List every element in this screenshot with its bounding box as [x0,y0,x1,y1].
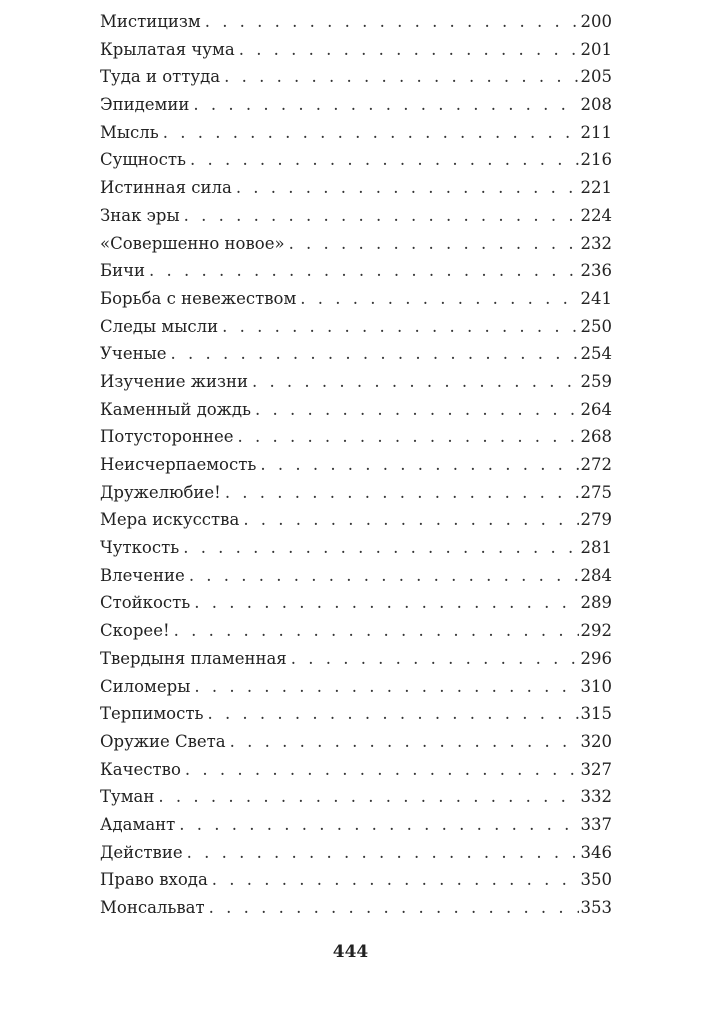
dot-leader [193,91,578,119]
dot-leader [239,36,579,64]
toc-entry[interactable] [100,202,612,230]
dot-leader [289,230,579,258]
toc-entry[interactable] [100,617,612,645]
toc-entry-title: Дружелюбие! [100,482,221,502]
toc-entry-page: 241 [580,288,612,308]
toc-entry[interactable] [100,285,612,313]
toc-entry[interactable] [100,506,612,534]
toc-entry[interactable] [100,562,612,590]
toc-entry-title: Эпидемии [100,95,190,115]
dot-leader [252,368,579,396]
toc-entry-page: 216 [580,150,612,170]
toc-entry-title: Право входа [100,870,208,890]
toc-entry-page: 292 [580,621,612,641]
toc-entry-title: Твердыня пламенная [100,648,287,668]
toc-entry-title: Мысль [100,122,159,142]
dot-leader [209,894,579,922]
toc-entry-title: Знак эры [100,205,180,225]
toc-entry-title: Сущность [100,150,186,170]
dot-leader [174,617,579,645]
toc-entry[interactable] [100,230,612,258]
toc-entry-title: Мера искусства [100,510,240,530]
toc-entry-page: 281 [580,538,612,558]
dot-leader [205,8,579,36]
toc-entry-title: Борьба с невежеством [100,288,297,308]
toc-entry[interactable] [100,811,612,839]
toc-entry[interactable] [100,589,612,617]
toc-entry-title: Чуткость [100,538,180,558]
toc-entry-page: 200 [580,12,612,31]
toc-entry[interactable] [100,673,612,701]
dot-leader [189,562,579,590]
dot-leader [230,728,579,756]
toc-entry-title: Терпимость [100,704,204,724]
dot-leader [224,63,578,91]
toc-entry[interactable] [100,423,612,451]
toc-entry[interactable] [100,91,612,119]
toc-entry-title: «Совершенно новое» [100,233,285,253]
toc-entry-title: Скорее! [100,621,170,641]
dot-leader [236,174,579,202]
dot-leader [212,866,579,894]
toc-entry-page: 268 [580,427,612,447]
toc-entry-page: 211 [580,122,612,142]
toc-entry-page: 327 [580,759,612,779]
toc-entry[interactable] [100,534,612,562]
toc-entry-page: 310 [580,676,612,696]
toc-entry[interactable] [100,368,612,396]
dot-leader [291,645,579,673]
toc-entry-page: 208 [580,95,612,115]
dot-leader [207,700,578,728]
dot-leader [222,313,578,341]
dot-leader [183,534,578,562]
toc-entry-page: 224 [580,205,612,225]
toc-entry-title: Действие [100,842,183,862]
toc-entry-title: Силомеры [100,676,191,696]
toc-entry[interactable] [100,700,612,728]
toc-entry-title: Оружие Света [100,731,226,751]
table-of-contents [100,8,612,922]
toc-entry[interactable] [100,645,612,673]
dot-leader [225,479,579,507]
dot-leader [237,423,578,451]
toc-entry[interactable] [100,839,612,867]
dot-leader [300,285,578,313]
toc-entry-page: 315 [580,704,612,724]
toc-entry[interactable] [100,36,612,64]
toc-entry[interactable] [100,783,612,811]
toc-entry-title: Стойкость [100,593,191,613]
toc-entry-title: Ученые [100,344,167,364]
dot-leader [185,756,579,784]
toc-entry-page: 284 [580,565,612,585]
dot-leader [163,119,579,147]
dot-leader [149,257,578,285]
toc-entry-title: Истинная сила [100,178,232,198]
dot-leader [194,589,578,617]
toc-entry-page: 275 [580,482,612,502]
dot-leader [190,146,579,174]
toc-entry-page: 264 [580,399,612,419]
dot-leader [243,506,578,534]
toc-entry-page: 296 [580,648,612,668]
toc-entry[interactable] [100,396,612,424]
toc-entry-page: 337 [580,814,612,834]
toc-entry-title: Качество [100,759,181,779]
toc-entry[interactable] [100,451,612,479]
toc-entry-page: 332 [580,787,612,807]
toc-entry-page: 350 [580,870,612,890]
toc-entry-title: Каменный дождь [100,399,251,419]
toc-entry-page: 250 [580,316,612,336]
toc-entry[interactable] [100,479,612,507]
toc-entry-title: Следы мысли [100,316,219,336]
toc-entry-page: 205 [580,67,612,87]
toc-entry-title: Туман [100,787,155,807]
toc-entry[interactable] [100,866,612,894]
toc-entry[interactable] [100,313,612,341]
toc-entry-page: 279 [580,510,612,530]
toc-entry-title: Потустороннее [100,427,234,447]
toc-entry-title: Крылатая чума [100,39,235,59]
toc-entry-title: Туда и оттуда [100,67,221,87]
toc-entry-page: 232 [580,233,612,253]
toc-entry-page: 259 [580,371,612,391]
dot-leader [179,811,578,839]
toc-entry-page: 353 [580,898,612,917]
toc-entry-page: 320 [580,731,612,751]
toc-entry-page: 254 [580,344,612,364]
dot-leader [255,396,579,424]
toc-entry[interactable] [100,63,612,91]
toc-entry-title: Мистицизм [100,12,201,31]
dot-leader [194,673,578,701]
toc-entry[interactable] [100,174,612,202]
dot-leader [184,202,579,230]
toc-entry-page: 289 [580,593,612,613]
toc-entry-title: Изучение жизни [100,371,248,391]
toc-entry[interactable] [100,756,612,784]
toc-entry[interactable] [100,119,612,147]
dot-leader [171,340,579,368]
toc-entry-title: Неисчерпаемость [100,455,257,474]
toc-entry-page: 236 [580,261,612,281]
toc-entry-page: 221 [580,178,612,198]
toc-entry[interactable] [100,257,612,285]
toc-entry-page: 346 [580,842,612,862]
toc-entry-title: Влечение [100,565,185,585]
toc-entry[interactable] [100,894,612,922]
dot-leader [260,451,578,479]
toc-entry-title: Адамант [100,814,176,834]
toc-entry-title: Монсальват [100,898,205,917]
toc-entry-page: 272 [580,455,612,474]
page-number: 444 [332,942,369,962]
dot-leader [158,783,578,811]
toc-entry-page: 201 [580,39,612,59]
toc-entry-title: Бичи [100,261,146,281]
toc-entry[interactable] [100,8,612,36]
dot-leader [187,839,579,867]
toc-entry[interactable] [100,146,612,174]
toc-entry[interactable] [100,340,612,368]
toc-entry[interactable] [100,728,612,756]
